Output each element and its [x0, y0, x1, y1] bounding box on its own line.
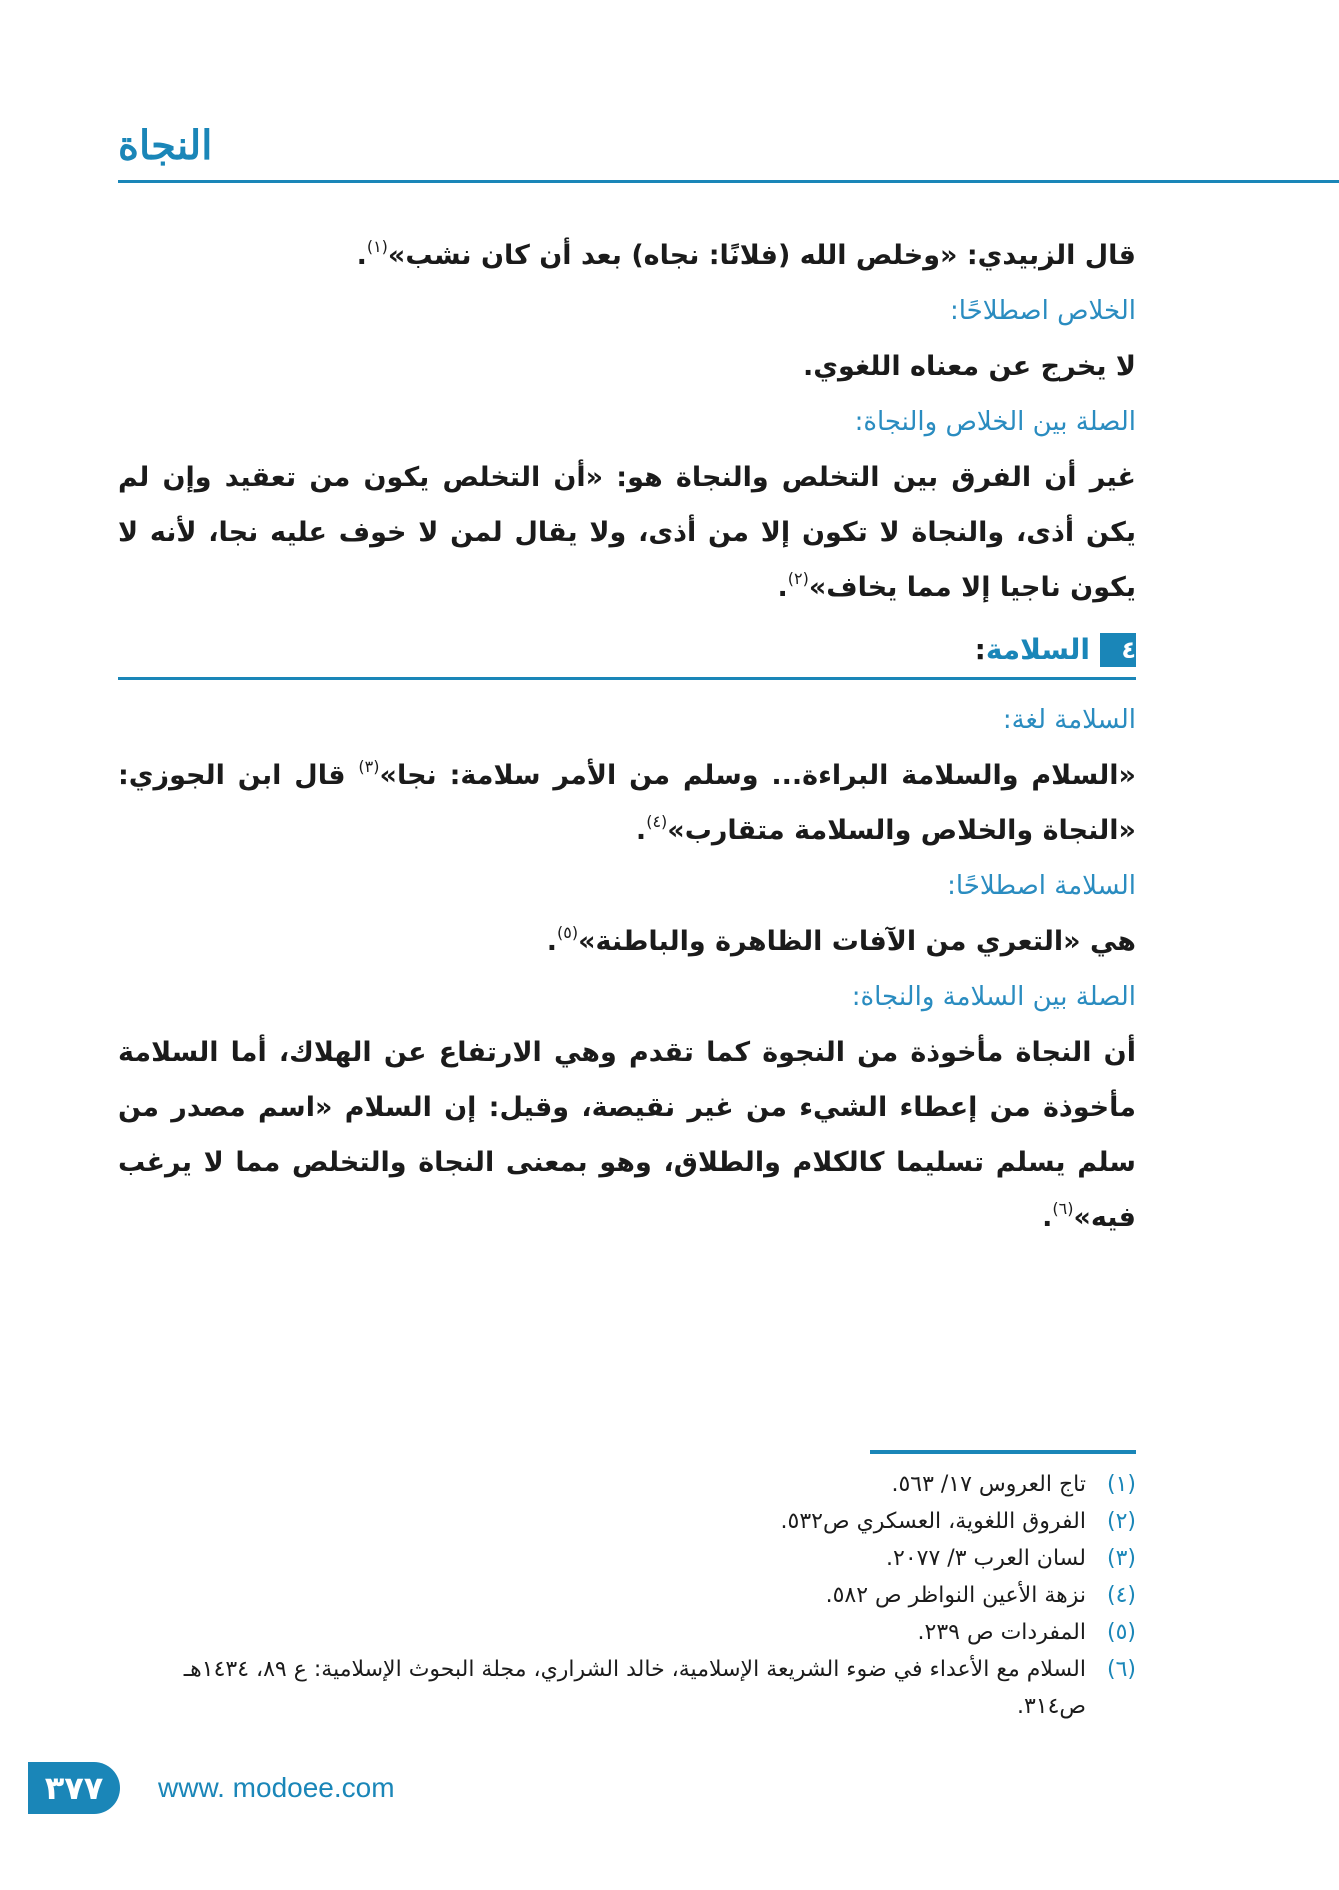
salama-term-text: هي «التعري من الآفات الظاهرة والباطنة»$^{(٥)}$. — [546, 923, 1136, 957]
footnote-ref-2[interactable]: (٢) — [787, 569, 809, 588]
khalas-term-heading: الخلاص اصطلاحًا: — [949, 296, 1136, 326]
header-divider — [118, 180, 1339, 183]
footnote-ref-1[interactable]: (١) — [366, 237, 388, 256]
salama-lang-heading: السلامة لغة: — [1002, 705, 1136, 735]
salama-term-heading: السلامة اصطلاحًا: — [947, 871, 1136, 901]
footnote-text: لسان العرب ٣/ ٢٠٧٧. — [886, 1546, 1086, 1571]
footnote-ref-3[interactable]: (٣) — [358, 757, 380, 776]
salama-lang-text: «السلام والسلامة البراءة... وسلم من الأمر سلامة: نجا»$^{(٣)}$ قال ابن الجوزي: «النجاة والخلاص والسلامة متقارب»$^{(٤)}$. — [118, 757, 1136, 846]
footnote-ref-4[interactable]: (٤) — [646, 812, 668, 831]
footnote-ref-6[interactable]: (٦) — [1052, 1199, 1074, 1218]
section-4-heading: ٤ السلامة: — [974, 633, 1136, 666]
footnote-divider — [870, 1450, 1136, 1454]
footnote-ref-5[interactable]: (٥) — [557, 923, 579, 942]
relation-salama-text: أن النجاة مأخوذة من النجوة كما تقدم وهي الارتفاع عن الهلاك، أما السلامة مأخوذة من إعطاء الشيء من غير نقيصة، وقيل: إن السلام «اسم مصدر من سلم يسلم تسليما كالكلام والطلاق، وهو بمعنى النجاة والتخلص مما لا يرغب فيه»$^{(٦)}$. — [118, 1037, 1136, 1233]
footnote-text: تاج العروس ١٧/ ٥٦٣. — [891, 1472, 1086, 1497]
relation-salama-heading: الصلة بين السلامة والنجاة: — [851, 982, 1136, 1012]
page-title: النجاة — [118, 122, 213, 169]
section-4-title: السلامة — [985, 633, 1090, 666]
main-content — [118, 228, 1136, 1245]
footnote-item — [118, 1466, 1136, 1503]
footnote-text: السلام مع الأعداء في ضوء الشريعة الإسلامية، خالد الشراري، مجلة البحوث الإسلامية: ع ٨٩، ١٤٣٤هـ ص٣١٤. — [183, 1657, 1086, 1719]
footnote-marker: (٣) — [1106, 1546, 1136, 1571]
footnote-text: الفروق اللغوية، العسكري ص٥٣٢. — [780, 1509, 1086, 1534]
page-number: ٣٧٧ — [28, 1762, 120, 1814]
khalas-term-text: لا يخرج عن معناه اللغوي. — [803, 351, 1136, 382]
footnote-marker: (٤) — [1106, 1583, 1136, 1608]
relation-khalas-text: غير أن الفرق بين التخلص والنجاة هو: «أن التخلص يكون من تعقيد وإن لم يكن أذى، والنجاة لا تكون إلا من أذى، ولا يقال لمن لا خوف عليه نجا، لأنه لا يكون ناجيا إلا مما يخاف»$^{(٢)}$. — [118, 462, 1136, 603]
footnote-marker: (١) — [1106, 1472, 1136, 1497]
footnote-item — [118, 1651, 1136, 1725]
footnote-marker: (٦) — [1106, 1657, 1136, 1682]
section-number-badge: ٤ — [1100, 633, 1136, 667]
relation-khalas-heading: الصلة بين الخلاص والنجاة: — [854, 407, 1136, 437]
site-url-link[interactable]: www. modoee.com — [158, 1772, 395, 1803]
zubaidi-quote: قال الزبيدي: «وخلص الله (فلانًا: نجاه) بعد أن كان نشب»$^{(١)}$. — [356, 237, 1136, 271]
footnote-item — [118, 1503, 1136, 1540]
footnote-item — [118, 1540, 1136, 1577]
section-divider — [118, 677, 1136, 680]
footnotes-list — [118, 1466, 1136, 1725]
footnote-text: نزهة الأعين النواظر ص ٥٨٢. — [825, 1583, 1086, 1608]
footnote-marker: (٢) — [1106, 1509, 1136, 1534]
footnote-item — [118, 1577, 1136, 1614]
footnote-item — [118, 1614, 1136, 1651]
footnote-marker: (٥) — [1106, 1620, 1136, 1645]
footnote-text: المفردات ص ٢٣٩. — [917, 1620, 1086, 1645]
